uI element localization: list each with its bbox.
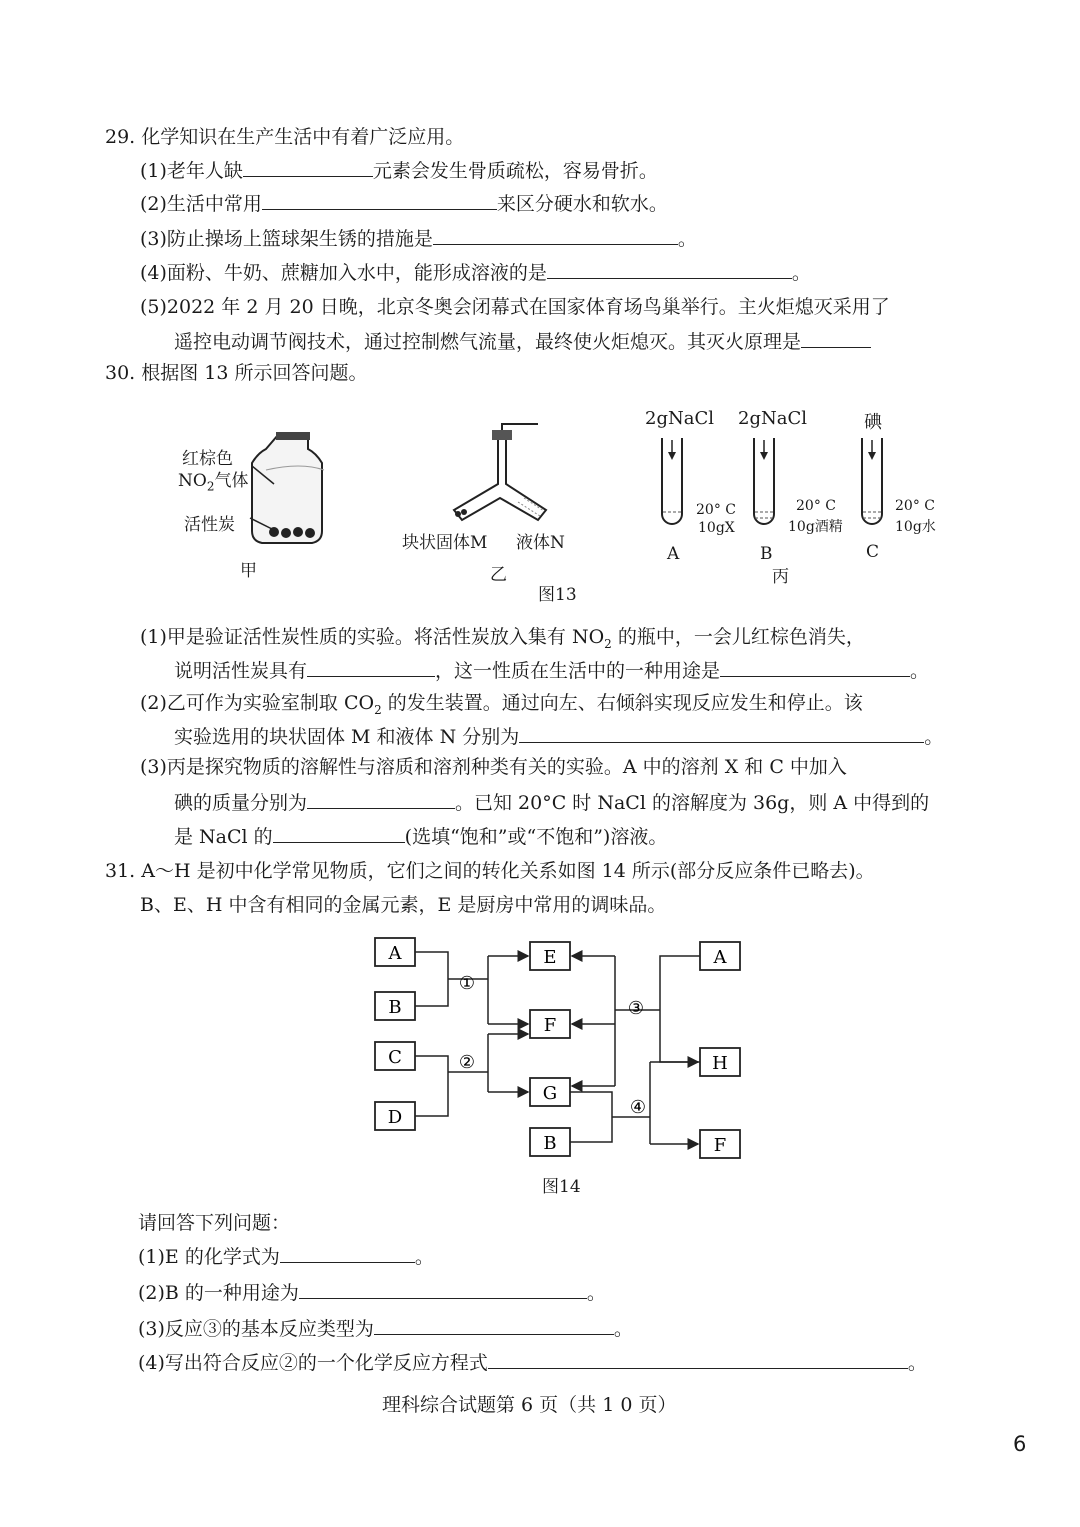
- answer-blank[interactable]: [273, 824, 405, 843]
- q29-part5-line1: (5)2022 年 2 月 20 日晚，北京冬奥会闭幕式在国家体育场鸟巢举行。主火炬熄灭采用了: [140, 296, 890, 318]
- q30-part2-line2: 实验选用的块状固体 M 和液体 N 分别为 。: [174, 726, 944, 748]
- answer-blank[interactable]: [720, 658, 910, 677]
- answer-blank[interactable]: [307, 790, 455, 809]
- q31-title: 31. A～H 是初中化学常见物质，它们之间的转化关系如图 14 所示(部分反应条件已略去)。: [105, 860, 875, 882]
- q31-line2: B、E、H 中含有相同的金属元素，E 是厨房中常用的调味品。: [140, 894, 667, 916]
- box-label: C: [388, 1047, 402, 1068]
- answer-blank[interactable]: [374, 1316, 614, 1335]
- gas-formula-label: $NO_2$气体: [178, 471, 249, 494]
- tube-a-label: A: [667, 544, 680, 564]
- q29-title: 29. 化学知识在生产生活中有着广泛应用。: [105, 126, 465, 148]
- gas-label: 红棕色: [182, 449, 233, 469]
- q31-part1: (1)E 的化学式为 。: [138, 1246, 434, 1268]
- tube-c-temp: 20° C: [895, 498, 935, 514]
- answer-blank[interactable]: [488, 1350, 908, 1369]
- tube-a-solvent: 10gX: [698, 520, 735, 536]
- reaction-2-label: ②: [458, 1052, 476, 1073]
- box-label: G: [542, 1083, 558, 1104]
- q30-part1-line2: 说明活性炭具有 ，这一性质在生活中的一种用途是 。: [174, 660, 930, 682]
- tube-a-solute: 2gNaCl: [645, 408, 714, 429]
- answer-blank[interactable]: [519, 724, 924, 743]
- reaction-flowchart: [360, 930, 760, 1170]
- q30-part3-line1: (3)丙是探究物质的溶解性与溶质和溶剂种类有关的实验。A 中的溶剂 X 和 C 中加入: [140, 756, 847, 778]
- tube-c-solvent: 10g水: [895, 519, 936, 535]
- tube-b-temp: 20° C: [796, 498, 836, 514]
- figure-part-jia: 甲: [240, 561, 257, 581]
- q30-title: 30. 根据图 13 所示回答问题。: [105, 362, 368, 384]
- answer-blank[interactable]: [243, 158, 373, 177]
- q31-part2: (2)B 的一种用途为 。: [138, 1282, 606, 1304]
- box-label: B: [543, 1133, 557, 1154]
- answer-blank[interactable]: [307, 658, 435, 677]
- tube-a-temp: 20° C: [696, 502, 736, 518]
- q31-ask: 请回答下列问题：: [138, 1212, 291, 1234]
- y-tube-apparatus: [440, 418, 570, 528]
- box-label: A: [713, 947, 727, 968]
- figure-part-yi: 乙: [490, 565, 507, 585]
- carbon-label: 活性炭: [184, 515, 235, 535]
- box-label: F: [713, 1135, 727, 1156]
- tube-c-label: C: [866, 542, 880, 562]
- box-label: D: [387, 1107, 403, 1128]
- tube-c-solute: 碘: [864, 412, 882, 433]
- tube-b-solvent: 10g酒精: [788, 519, 843, 535]
- box-label: B: [388, 997, 402, 1018]
- tube-b-label: B: [760, 544, 773, 564]
- q31-part4: (4)写出符合反应②的一个化学反应方程式 。: [138, 1352, 927, 1374]
- answer-blank[interactable]: [262, 191, 497, 210]
- solid-m-label: 块状固体M: [402, 533, 488, 553]
- answer-blank[interactable]: [433, 226, 678, 245]
- answer-blank[interactable]: [801, 329, 871, 348]
- reaction-1-label: ①: [458, 973, 476, 994]
- reaction-4-label: ④: [629, 1097, 647, 1118]
- page-number: 6: [1013, 1432, 1027, 1456]
- q30-part3-line3: 是 NaCl 的 (选填“饱和”或“不饱和”)溶液。: [174, 826, 668, 848]
- q29-part1: (1)老年人缺 元素会发生骨质疏松，容易骨折。: [140, 160, 658, 182]
- figure-13-caption: 图13: [538, 585, 577, 605]
- liquid-n-label: 液体N: [516, 533, 565, 553]
- test-tubes: [650, 432, 890, 537]
- figure-14-caption: 图14: [542, 1177, 581, 1197]
- answer-blank[interactable]: [299, 1280, 587, 1299]
- box-label: F: [543, 1015, 557, 1036]
- reaction-3-label: ③: [627, 998, 645, 1019]
- answer-blank[interactable]: [280, 1244, 415, 1263]
- q29-part4: (4)面粉、牛奶、蔗糖加入水中，能形成溶液的是 。: [140, 262, 811, 284]
- page-footer: 理科综合试题第 6 页（共 1 0 页）: [382, 1394, 677, 1416]
- box-label: H: [712, 1053, 728, 1074]
- tube-b-solute: 2gNaCl: [738, 408, 807, 429]
- answer-blank[interactable]: [547, 260, 792, 279]
- q30-part1-line1: (1)甲是验证活性炭性质的实验。将活性炭放入集有 $NO_2$ 的瓶中，一会儿红棕色消失，: [140, 626, 865, 651]
- q29-part5-line2: 遥控电动调节阀技术，通过控制燃气流量，最终使火炬熄灭。其灭火原理是: [174, 329, 871, 355]
- q29-part2: (2)生活中常用 来区分硬水和软水。: [140, 193, 668, 215]
- box-label: E: [543, 947, 557, 968]
- box-label: A: [388, 943, 402, 964]
- figure-part-bing: 丙: [772, 567, 789, 587]
- q29-part3: (3)防止操场上篮球架生锈的措施是 。: [140, 228, 697, 250]
- q31-part3: (3)反应③的基本反应类型为 。: [138, 1318, 633, 1340]
- q30-part3-line2: 碘的质量分别为 。已知 20°C 时 NaCl 的溶解度为 36g，则 A 中得到的: [174, 792, 930, 814]
- q30-part2-line1: (2)乙可作为实验室制取 $CO_2$ 的发生装置。通过向左、右倾斜实现反应发生和停止。该: [140, 692, 863, 717]
